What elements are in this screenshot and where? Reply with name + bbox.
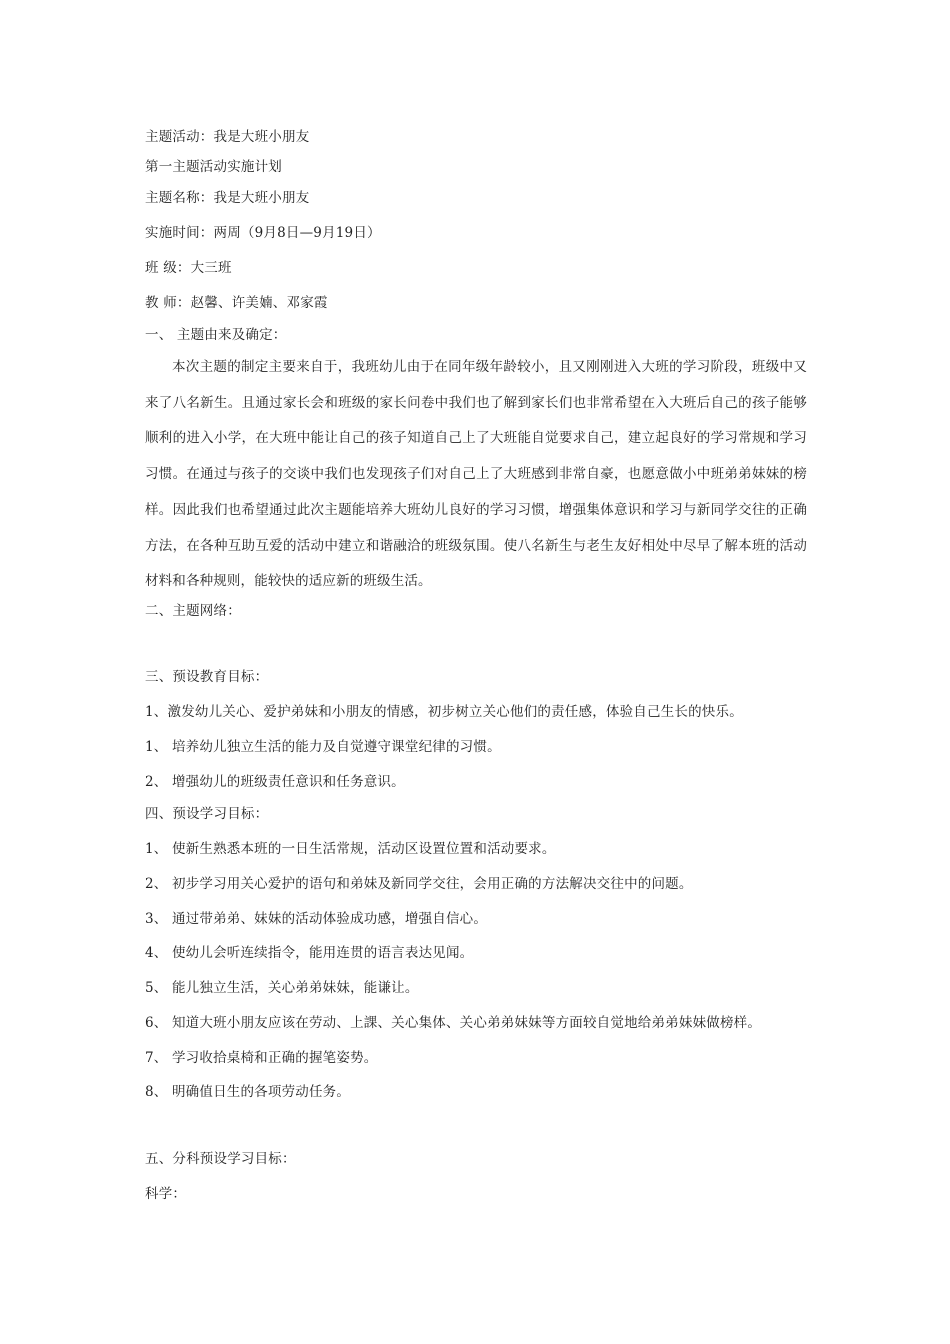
education-goal-item: 1、 培养幼儿独立生活的能力及自觉遵守课堂纪律的习惯。 bbox=[145, 739, 501, 755]
implementation-time: 实施时间：两周（9月8日—9月19日） bbox=[145, 225, 381, 241]
plan-title: 第一主题活动实施计划 bbox=[145, 159, 282, 175]
section-1-body: 本次主题的制定主要来自于，我班幼儿由于在同年级年龄较小，且又刚刚进入大班的学习阶段，班级中又来了八名新生。且通过家长会和班级的家长问卷中我们也了解到家长们也非常希望在入大班后自己的孩子能够顺利的进入小学，在大班中能让自己的孩子知道自己上了大班能自觉要求自己，建立起良好的学习常规和学习习惯。在通过与孩子的交谈中我们也发现孩子们对自己上了大班感到非常自豪，也愿意做小中班弟弟妹妹的榜样。因此我们也希望通过此次主题能培养大班幼儿良好的学习习惯，增强集体意识和学习与新同学交往的正确方法，在各种互助互爱的活动中建立和谐融洽的班级氛围。使八名新生与老生友好相处中尽早了解本班的活动材料和各种规则，能较快的适应新的班级生活。 bbox=[145, 359, 807, 590]
learning-goal-item: 6、 知道大班小朋友应该在劳动、上課、关心集体、关心弟弟妹妹等方面较自觉地给弟弟妹妹做榜样。 bbox=[145, 1015, 762, 1031]
section-3-heading: 三、预设教育目标： bbox=[145, 669, 269, 685]
learning-goal-item: 7、 学习收拾桌椅和正确的握笔姿势。 bbox=[145, 1050, 378, 1066]
learning-goal-item: 8、 明确值日生的各项劳动任务。 bbox=[145, 1084, 351, 1100]
teacher-names: 教 师：赵馨、许美婻、邓家霞 bbox=[145, 295, 328, 311]
theme-name: 主题名称：我是大班小朋友 bbox=[145, 190, 310, 206]
education-goal-item: 1、激发幼儿关心、爱护弟妹和小朋友的情感，初步树立关心他们的责任感，体验自己生长的快乐。 bbox=[145, 704, 743, 720]
learning-goal-item: 2、 初步学习用关心爱护的语句和弟妹及新同学交往，会用正确的方法解决交往中的问题。 bbox=[145, 876, 693, 892]
class-name: 班 级：大三班 bbox=[145, 260, 232, 276]
section-2-heading: 二、主题网络： bbox=[145, 603, 241, 619]
education-goal-item: 2、 增强幼儿的班级责任意识和任务意识。 bbox=[145, 774, 405, 790]
subject-science-label: 科学： bbox=[145, 1186, 187, 1202]
activity-title: 主题活动：我是大班小朋友 bbox=[145, 129, 310, 145]
learning-goal-item: 3、 通过带弟弟、妹妹的活动体验成功感，增强自信心。 bbox=[145, 911, 488, 927]
learning-goal-item: 4、 使幼儿会听连续指令，能用连贯的语言表达见闻。 bbox=[145, 945, 474, 961]
learning-goal-item: 1、 使新生熟悉本班的一日生活常规，活动区设置位置和活动要求。 bbox=[145, 841, 556, 857]
section-4-heading: 四、预设学习目标： bbox=[145, 806, 269, 822]
learning-goal-item: 5、 能儿独立生活，关心弟弟妹妹，能谦让。 bbox=[145, 980, 419, 996]
section-5-heading: 五、分科预设学习目标： bbox=[145, 1151, 296, 1167]
section-1-heading: 一、 主题由来及确定： bbox=[145, 327, 287, 343]
